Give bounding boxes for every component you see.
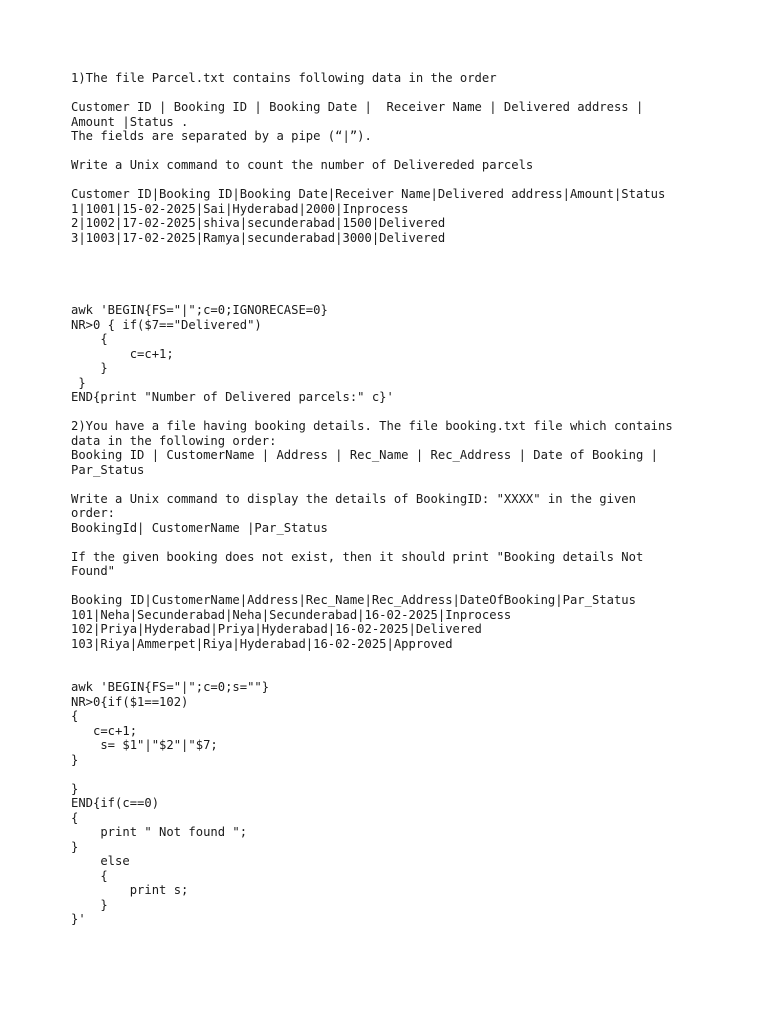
text-line: Amount |Status . [71, 114, 189, 129]
blank-line [71, 651, 711, 666]
blank-line [71, 289, 711, 304]
text-line: Booking ID|CustomerName|Address|Rec_Name|Rec_Address|DateOfBooking|Par_Status [71, 593, 636, 607]
text-line: 1|1001|15-02-2025|Sai|Hyderabad|2000|Inprocess [71, 201, 409, 216]
text-line: NR>0 { if($7=="Delivered") [71, 317, 262, 332]
text-line: print " Not found "; [71, 825, 248, 839]
text-line: 103|Riya|Ammerpet|Riya|Hyderabad|16-02-2025|Approved [71, 636, 453, 651]
text-line: NR>0{if($1==102) [71, 694, 189, 709]
text-line: } [71, 375, 86, 390]
text-line: { [71, 868, 108, 883]
text-line: order: [71, 506, 116, 520]
text-line: Write a Unix command to count the number of Delivereded parcels [71, 158, 534, 172]
blank-line [71, 86, 711, 101]
text-line: 2)You have a file having booking details. The file booking.txt file which contains [71, 419, 673, 433]
blank-line [71, 666, 711, 681]
text-line: 3|1003|17-02-2025|Ramya|secunderabad|3000|Delivered [71, 230, 446, 245]
text-line: Par_Status [71, 462, 145, 477]
text-line: END{if(c==0) [71, 796, 160, 810]
text-line: c=c+1; [71, 346, 174, 361]
text-line: } [71, 361, 108, 375]
text-line: BookingId| CustomerName |Par_Status [71, 520, 328, 535]
text-line: else [71, 854, 130, 868]
blank-line [71, 260, 711, 275]
text-line: awk 'BEGIN{FS="|";c=0;IGNORECASE=0} [71, 303, 328, 317]
blank-line [71, 405, 711, 420]
blank-line [71, 579, 711, 594]
text-line: 1)The file Parcel.txt contains following data in the order [71, 71, 497, 85]
text-line: awk 'BEGIN{FS="|";c=0;s=""} [71, 680, 270, 694]
blank-line [71, 274, 711, 289]
blank-line [71, 535, 711, 550]
text-line: If the given booking does not exist, then it should print "Booking details Not [71, 549, 644, 564]
text-line: Write a Unix command to display the details of BookingID: "XXXX" in the given [71, 491, 636, 506]
text-line: print s; [71, 883, 189, 897]
text-line: Customer ID|Booking ID|Booking Date|Receiver Name|Delivered address|Amount|Status [71, 187, 666, 201]
text-line: 2|1002|17-02-2025|shiva|secunderabad|1500|Delivered [71, 216, 446, 230]
text-line: { [71, 709, 79, 723]
text-line: { [71, 332, 108, 346]
blank-line [71, 173, 711, 188]
blank-line [71, 767, 711, 782]
text-line: c=c+1; [71, 723, 138, 738]
text-line: data in the following order: [71, 433, 277, 448]
text-line: 102|Priya|Hyderabad|Priya|Hyderabad|16-02-2025|Delivered [71, 622, 482, 636]
text-line: Found" [71, 564, 116, 578]
text-line: } [71, 752, 79, 767]
text-line: s= $1"|"$2"|"$7; [71, 738, 218, 752]
text-line: { [71, 810, 79, 825]
blank-line [71, 245, 711, 260]
text-line: Customer ID | Booking ID | Booking Date | Receiver Name | Delivered address | [71, 100, 644, 114]
text-line: 101|Neha|Secunderabad|Neha|Secunderabad|16-02-2025|Inprocess [71, 607, 512, 622]
document-page [71, 71, 711, 927]
blank-line [71, 477, 711, 492]
text-line: } [71, 897, 108, 912]
text-line: }' [71, 912, 86, 926]
blank-line [71, 144, 711, 159]
text-line: END{print "Number of Delivered parcels:" c}' [71, 390, 394, 404]
text-line: } [71, 781, 79, 796]
text-line: The fields are separated by a pipe (“|”). [71, 129, 372, 143]
text-line: Booking ID | CustomerName | Address | Rec_Name | Rec_Address | Date of Booking | [71, 448, 658, 462]
text-line: } [71, 839, 79, 854]
